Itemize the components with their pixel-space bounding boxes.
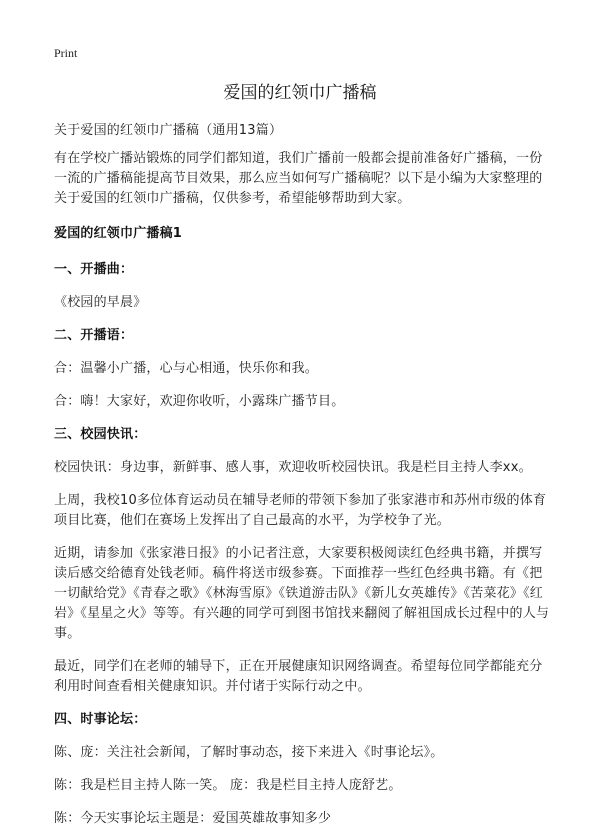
news-paragraph-2: 上周，我校10多位体育运动员在辅导老师的带领下参加了张家港市和苏州市级的体育项目比赛，他们在赛场上发挥出了自己最高的水平，为学校争了光。 (54, 493, 547, 528)
opening-line-2: 合：嗨！大家好，欢迎你收听，小露珠广播节目。 (54, 394, 345, 409)
article-body (54, 121, 554, 829)
heading-opening-song: 一、开播曲： (54, 262, 134, 277)
section-heading: 爱国的红领巾广播稿1 (54, 226, 183, 241)
forum-line-3: 陈：今天实事论坛主题是：爱国英雄故事知多少 (54, 811, 332, 826)
print-link[interactable]: Print (54, 46, 78, 60)
forum-line-2: 陈：我是栏目主持人陈一笑。 庞：我是栏目主持人庞舒艺。 (54, 778, 402, 793)
news-paragraph-4: 最近，同学们在老师的辅导下，正在开展健康知识网络调查。希望每位同学都能充分利用时间查看相关健康知识。并付诸于实际行动之中。 (54, 659, 543, 694)
heading-campus-news: 三、校园快讯： (54, 427, 147, 442)
intro-paragraph: 有在学校广播站锻炼的同学们都知道，我们广播前一般都会提前准备好广播稿，一份一流的广播稿能提高节目效果，那么应当如何写广播稿呢？以下是小编为大家整理的关于爱国的红领巾广播稿，仅供参考，希望能够帮助到大家。 (54, 151, 543, 206)
heading-opening-words: 二、开播语： (54, 328, 134, 343)
subtitle: 关于爱国的红领巾广播稿（通用13篇） (54, 123, 283, 138)
page-title: 爱国的红领巾广播稿 (223, 83, 377, 103)
news-paragraph-3: 近期，请参加《张家港日报》的小记者注意，大家要积极阅读红色经典书籍，并撰写读后感交给德育处钱老师。稿件将送市级参赛。下面推荐一些红色经典书籍。有《把一切献给党》《青春之歌》《林海雪原》《铁道游击队》《新儿女英雄传》《苦菜花》《红岩》《星星之火》等等。有兴趣的同学可到图书馆找来翻阅了解祖国成长过程中的人与事。 (54, 546, 550, 641)
news-paragraph-1: 校园快讯：身边事，新鲜事、感人事，欢迎收听校园快讯。我是栏目主持人李xx。 (54, 460, 532, 475)
opening-line-1: 合：温馨小广播，心与心相通，快乐你和我。 (54, 361, 319, 376)
forum-line-1: 陈、庞：关注社会新闻，了解时事动态，接下来进入《时事论坛》。 (54, 745, 444, 760)
heading-forum: 四、时事论坛： (54, 712, 147, 727)
song-name: 《校园的早晨》 (54, 295, 147, 310)
